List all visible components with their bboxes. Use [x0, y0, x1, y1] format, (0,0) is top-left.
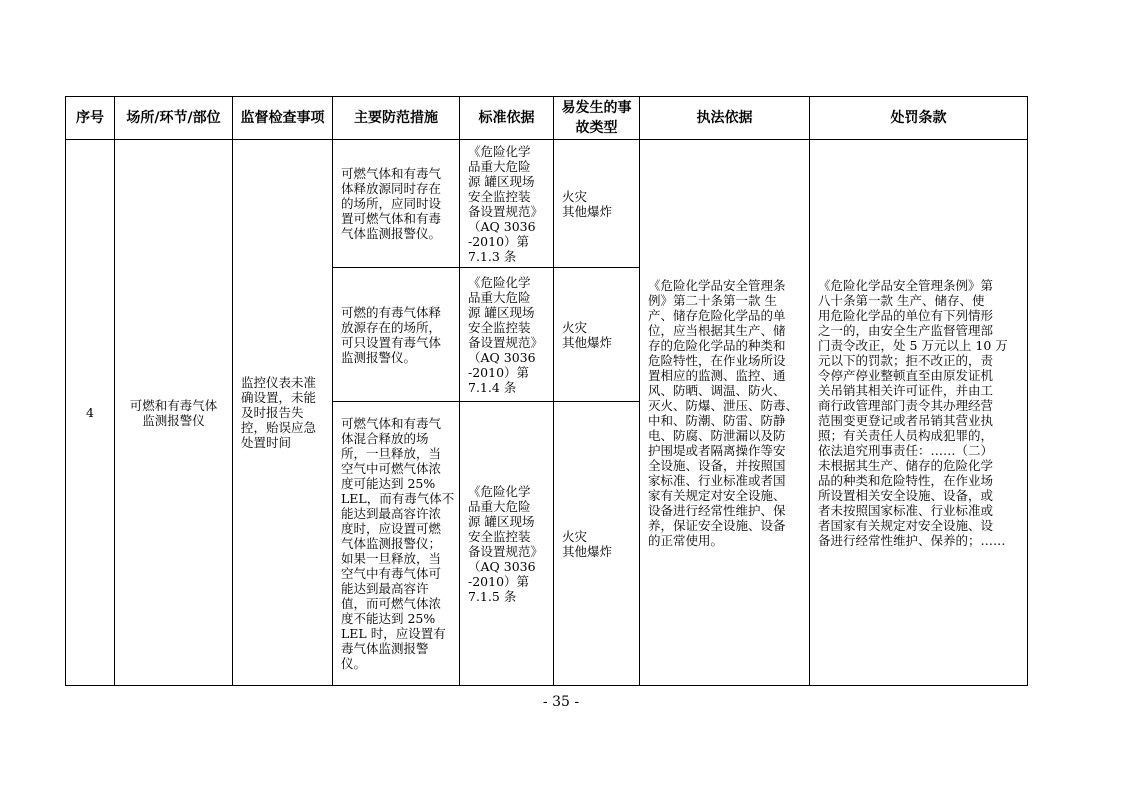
accident-cell: 火灾 其他爆炸 [554, 268, 640, 402]
page-number: - 35 - [542, 694, 580, 710]
row-location: 可燃和有毒气体 监测报警仪 [115, 140, 233, 686]
accident-cell: 火灾 其他爆炸 [554, 140, 640, 268]
standard-cell: 《危险化学 品重大危险 源 罐区现场 安全监控装 备设置规范》 （AQ 3036 -2010）第 7.1.3 条 [460, 140, 554, 268]
header-inspection-item: 监督检查事项 [233, 97, 333, 140]
header-standard: 标准依据 [460, 97, 554, 140]
header-index: 序号 [66, 97, 115, 140]
header-law-basis: 执法依据 [640, 97, 810, 140]
accident-cell: 火灾 其他爆炸 [554, 402, 640, 686]
header-row [66, 97, 1028, 140]
header-measures: 主要防范措施 [333, 97, 460, 140]
measure-cell: 可燃的有毒气体释 放源存在的场所， 可只设置有毒气体 监测报警仪。 [333, 268, 460, 402]
standard-cell: 《危险化学 品重大危险 源 罐区现场 安全监控装 备设置规范》 （AQ 3036 -2010）第 7.1.5 条 [460, 402, 554, 686]
measure-cell: 可燃气体和有毒气 体混合释放的场 所，一旦释放，当 空气中可燃气体浓 度可能达到 25% LEL，而有毒气体不 能达到最高容许浓 度时，应设置可燃 气体监测报警仪； 如果一旦释放，当 空气中有毒气体可 能达到最高容许 值，而可燃气体浓 度不能达到 25% LEL 时，应设置有 毒气体监测报警 仪。 [333, 402, 460, 686]
header-accident-type: 易发生的事 故类型 [554, 97, 640, 140]
header-penalty: 处罚条款 [810, 97, 1028, 140]
standard-cell: 《危险化学 品重大危险 源 罐区现场 安全监控装 备设置规范》 （AQ 3036 -2010）第 7.1.4 条 [460, 268, 554, 402]
header-location: 场所/环节/部位 [115, 97, 233, 140]
law-basis-cell: 《危险化学品安全管理条 例》第二十条第一款 生 产、储存危险化学品的单 位，应当根据其生产、储 存的危险化学品的种类和 危险特性，在作业场所设 置相应的监测、监控、通 风、防晒、调温、防火、 灭火、防爆、泄压、防毒、 中和、防潮、防雷、防静 电、防腐、防泄漏以及防 护围堤或者隔离操作等安 全设施、设备，并按照国 家标准、行业标准或者国 家有关规定对安全设施、 设备进行经常性维护、保 养，保证安全设施、设备 的正常使用。 [640, 140, 810, 686]
regulation-table [65, 96, 1028, 686]
row-inspection-item: 监控仪表未准 确设置，未能 及时报告失 控，贻误应急 处置时间 [233, 140, 333, 686]
measure-cell: 可燃气体和有毒气 体释放源同时存在 的场所，应同时设 置可燃气体和有毒 气体监测报警仪。 [333, 140, 460, 268]
penalty-cell: 《危险化学品安全管理条例》第 八十条第一款 生产、储存、使 用危险化学品的单位有下列情形 之一的，由安全生产监督管理部 门责令改正，处 5 万元以上 10 万 元以下的罚款；拒不改正的，责 令停产停业整顿直至由原发证机 关吊销其相关许可证件，并由工 商行政管理部门责令其办理经营 范围变更登记或者吊销其营业执 照；有关责任人员构成犯罪的， 依法追究刑事责任：……（二） 未根据其生产、储存的危险化学 品的种类和危险特性，在作业场 所设置相关安全设施、设备，或 者未按照国家标准、行业标准或 者国家有关规定对安全设施、设 备进行经常性维护、保养的；…… [810, 140, 1028, 686]
table-row [66, 140, 1028, 268]
row-index: 4 [66, 140, 115, 686]
